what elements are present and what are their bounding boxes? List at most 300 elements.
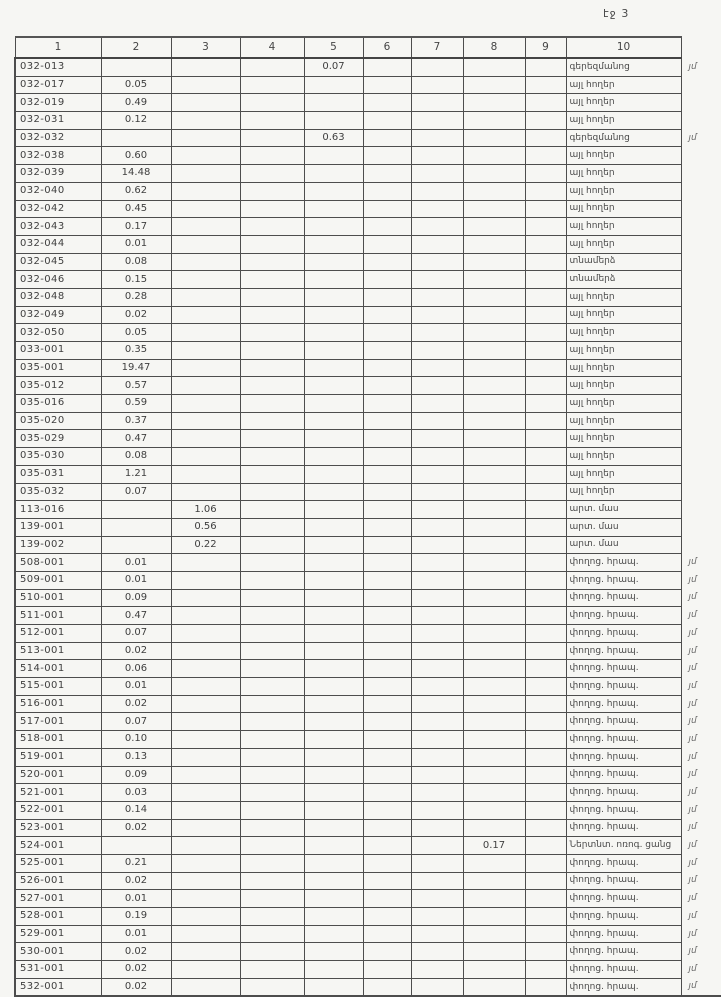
value-cell — [240, 430, 304, 448]
value-cell — [304, 589, 363, 607]
value-cell — [240, 200, 304, 218]
value-cell — [171, 854, 240, 872]
parcel-code: 032-013 — [15, 58, 101, 76]
margin-note — [681, 342, 721, 360]
table-row — [15, 678, 721, 696]
margin-note — [681, 200, 721, 218]
value-cell — [463, 660, 525, 678]
value-cell — [171, 607, 240, 625]
value-cell: 0.17 — [463, 837, 525, 855]
value-cell — [363, 412, 411, 430]
value-cell — [363, 324, 411, 342]
value-cell — [463, 518, 525, 536]
value-cell — [101, 129, 171, 147]
value-cell — [525, 306, 566, 324]
value-cell — [171, 253, 240, 271]
parcel-code: 531-001 — [15, 961, 101, 979]
value-cell: 0.07 — [101, 483, 171, 501]
margin-note — [681, 76, 721, 94]
value-cell — [363, 430, 411, 448]
value-cell — [171, 306, 240, 324]
margin-note — [681, 165, 721, 183]
margin-note — [681, 501, 721, 519]
margin-note: յմ — [688, 875, 697, 886]
land-use-label: փողոց. հրապ. — [566, 819, 681, 837]
value-cell — [304, 288, 363, 306]
value-cell — [363, 713, 411, 731]
parcel-code: 032-019 — [15, 94, 101, 112]
value-cell — [240, 695, 304, 713]
margin-note — [681, 359, 721, 377]
value-cell — [304, 571, 363, 589]
value-cell — [304, 218, 363, 236]
value-cell — [463, 713, 525, 731]
value-cell — [240, 288, 304, 306]
land-use-label: փողոց. հրապ. — [566, 978, 681, 996]
land-use-label: փողոց. հրապ. — [566, 748, 681, 766]
table-row — [15, 518, 721, 536]
value-cell — [363, 271, 411, 289]
value-cell — [411, 395, 463, 413]
value-cell — [525, 943, 566, 961]
value-cell — [463, 854, 525, 872]
value-cell — [463, 342, 525, 360]
value-cell — [463, 200, 525, 218]
value-cell — [363, 465, 411, 483]
value-cell — [525, 801, 566, 819]
value-cell — [363, 554, 411, 572]
value-cell — [411, 607, 463, 625]
value-cell — [411, 58, 463, 76]
value-cell — [363, 801, 411, 819]
value-cell — [304, 324, 363, 342]
value-cell — [463, 536, 525, 554]
value-cell — [240, 784, 304, 802]
value-cell — [171, 359, 240, 377]
land-use-label: այլ հողեր — [566, 306, 681, 324]
table-row — [15, 182, 721, 200]
value-cell: 0.01 — [101, 554, 171, 572]
value-cell — [240, 165, 304, 183]
value-cell — [240, 731, 304, 749]
margin-note: յմ — [688, 733, 697, 744]
value-cell — [463, 483, 525, 501]
value-cell — [304, 695, 363, 713]
value-cell — [171, 288, 240, 306]
value-cell — [240, 554, 304, 572]
value-cell — [363, 288, 411, 306]
land-use-label: տնամերձ — [566, 271, 681, 289]
land-use-label: այլ հողեր — [566, 112, 681, 130]
margin-note: յմ — [688, 804, 697, 815]
parcel-code: 530-001 — [15, 943, 101, 961]
land-use-label: այլ հողեր — [566, 165, 681, 183]
value-cell — [525, 253, 566, 271]
value-cell — [463, 766, 525, 784]
margin-note: յմ — [681, 978, 721, 996]
value-cell — [304, 483, 363, 501]
margin-note: յմ — [688, 663, 697, 674]
value-cell — [525, 518, 566, 536]
value-cell — [304, 430, 363, 448]
value-cell: 0.01 — [101, 925, 171, 943]
value-cell — [463, 430, 525, 448]
value-cell — [411, 872, 463, 890]
table-row — [15, 607, 721, 625]
margin-note — [681, 412, 721, 430]
value-cell — [240, 324, 304, 342]
value-cell — [240, 748, 304, 766]
value-cell — [525, 271, 566, 289]
value-cell — [525, 678, 566, 696]
margin-note — [681, 465, 721, 483]
value-cell — [304, 819, 363, 837]
parcel-code: 522-001 — [15, 801, 101, 819]
table-row — [15, 713, 721, 731]
value-cell — [171, 342, 240, 360]
value-cell — [304, 731, 363, 749]
land-use-label: այլ հողեր — [566, 483, 681, 501]
margin-note: յմ — [688, 910, 697, 921]
value-cell — [363, 890, 411, 908]
margin-note — [681, 218, 721, 236]
land-use-label: այլ հողեր — [566, 377, 681, 395]
value-cell: 0.22 — [171, 536, 240, 554]
parcel-code: 032-038 — [15, 147, 101, 165]
value-cell — [240, 890, 304, 908]
table-row — [15, 342, 721, 360]
value-cell: 0.56 — [171, 518, 240, 536]
parcel-code: 509-001 — [15, 571, 101, 589]
value-cell — [411, 501, 463, 519]
value-cell — [304, 377, 363, 395]
value-cell — [525, 129, 566, 147]
table-row — [15, 288, 721, 306]
value-cell — [240, 589, 304, 607]
margin-note: յմ — [688, 645, 697, 656]
value-cell — [304, 306, 363, 324]
land-use-label: արտ. մաս — [566, 501, 681, 519]
value-cell — [525, 695, 566, 713]
parcel-code: 516-001 — [15, 695, 101, 713]
value-cell — [525, 165, 566, 183]
value-cell: 0.02 — [101, 642, 171, 660]
value-cell — [363, 129, 411, 147]
value-cell — [240, 660, 304, 678]
value-cell — [363, 642, 411, 660]
value-cell — [363, 943, 411, 961]
value-cell — [411, 908, 463, 926]
land-use-label: փողոց. հրապ. — [566, 890, 681, 908]
value-cell — [240, 908, 304, 926]
value-cell — [240, 218, 304, 236]
land-use-label: փողոց. հրապ. — [566, 872, 681, 890]
parcel-code: 032-031 — [15, 112, 101, 130]
margin-note — [681, 377, 721, 395]
value-cell — [363, 359, 411, 377]
value-cell — [411, 854, 463, 872]
table-row — [15, 554, 721, 572]
value-cell — [240, 147, 304, 165]
value-cell — [304, 165, 363, 183]
parcel-code: 139-001 — [15, 518, 101, 536]
table-row — [15, 642, 721, 660]
value-cell — [240, 129, 304, 147]
value-cell: 0.59 — [101, 395, 171, 413]
table-row — [15, 748, 721, 766]
value-cell: 0.57 — [101, 377, 171, 395]
value-cell — [363, 731, 411, 749]
value-cell — [304, 200, 363, 218]
value-cell — [411, 324, 463, 342]
value-cell — [171, 890, 240, 908]
value-cell — [463, 324, 525, 342]
table-row — [15, 925, 721, 943]
table-row — [15, 819, 721, 837]
column-header: 2 — [101, 37, 171, 58]
parcel-code: 518-001 — [15, 731, 101, 749]
value-cell — [525, 395, 566, 413]
parcel-code: 032-017 — [15, 76, 101, 94]
value-cell — [463, 801, 525, 819]
margin-note — [681, 536, 721, 554]
value-cell — [171, 483, 240, 501]
value-cell — [525, 94, 566, 112]
value-cell — [411, 766, 463, 784]
value-cell — [525, 430, 566, 448]
value-cell — [304, 660, 363, 678]
table-row — [15, 253, 721, 271]
value-cell — [304, 837, 363, 855]
parcel-code: 032-048 — [15, 288, 101, 306]
margin-note: յմ — [688, 963, 697, 974]
parcel-code: 032-043 — [15, 218, 101, 236]
land-use-label: փողոց. հրապ. — [566, 801, 681, 819]
value-cell — [525, 607, 566, 625]
table-row — [15, 76, 721, 94]
land-use-label: փողոց. հրապ. — [566, 854, 681, 872]
table-row — [15, 448, 721, 466]
value-cell — [240, 872, 304, 890]
land-use-label: այլ հողեր — [566, 430, 681, 448]
value-cell — [171, 377, 240, 395]
land-use-label: փողոց. հրապ. — [566, 731, 681, 749]
parcel-code: 032-045 — [15, 253, 101, 271]
value-cell — [463, 112, 525, 130]
value-cell — [363, 182, 411, 200]
value-cell — [411, 660, 463, 678]
value-cell — [525, 448, 566, 466]
value-cell — [240, 837, 304, 855]
value-cell — [171, 943, 240, 961]
value-cell — [240, 112, 304, 130]
value-cell — [463, 129, 525, 147]
value-cell — [240, 377, 304, 395]
table-row — [15, 536, 721, 554]
value-cell — [463, 377, 525, 395]
value-cell — [463, 890, 525, 908]
value-cell — [304, 978, 363, 996]
value-cell — [304, 271, 363, 289]
value-cell — [411, 235, 463, 253]
table-row — [15, 571, 721, 589]
value-cell — [363, 112, 411, 130]
value-cell: 0.47 — [101, 430, 171, 448]
value-cell — [171, 465, 240, 483]
value-cell — [304, 112, 363, 130]
value-cell — [304, 801, 363, 819]
value-cell: 0.02 — [101, 695, 171, 713]
value-cell — [463, 925, 525, 943]
value-cell — [304, 554, 363, 572]
value-cell — [525, 925, 566, 943]
table-row — [15, 324, 721, 342]
value-cell — [363, 766, 411, 784]
value-cell — [304, 342, 363, 360]
value-cell — [304, 94, 363, 112]
land-use-label: այլ հողեր — [566, 342, 681, 360]
value-cell — [240, 94, 304, 112]
parcel-code: 510-001 — [15, 589, 101, 607]
margin-note — [681, 271, 721, 289]
value-cell — [525, 147, 566, 165]
value-cell — [411, 518, 463, 536]
value-cell — [240, 978, 304, 996]
value-cell — [304, 961, 363, 979]
land-use-label: փողոց. հրապ. — [566, 766, 681, 784]
value-cell — [101, 501, 171, 519]
value-cell — [171, 76, 240, 94]
value-cell — [240, 306, 304, 324]
land-use-label: փողոց. հրապ. — [566, 660, 681, 678]
value-cell — [463, 253, 525, 271]
land-use-label: փողոց. հրապ. — [566, 943, 681, 961]
value-cell — [171, 112, 240, 130]
value-cell — [411, 642, 463, 660]
value-cell — [304, 854, 363, 872]
land-use-label: արտ. մաս — [566, 536, 681, 554]
margin-note: յմ — [688, 61, 697, 72]
land-use-label: այլ հողեր — [566, 448, 681, 466]
land-use-label: այլ հողեր — [566, 465, 681, 483]
value-cell — [525, 819, 566, 837]
value-cell — [411, 925, 463, 943]
value-cell — [525, 288, 566, 306]
value-cell — [240, 412, 304, 430]
value-cell — [411, 182, 463, 200]
column-header: 6 — [363, 37, 411, 58]
table-row — [15, 412, 721, 430]
margin-note: յմ — [688, 751, 697, 762]
table-row — [15, 943, 721, 961]
parcel-code: 032-046 — [15, 271, 101, 289]
value-cell — [463, 165, 525, 183]
value-cell — [363, 819, 411, 837]
value-cell — [411, 465, 463, 483]
table-row — [15, 660, 721, 678]
value-cell — [463, 695, 525, 713]
value-cell — [363, 837, 411, 855]
parcel-code: 035-020 — [15, 412, 101, 430]
value-cell — [240, 501, 304, 519]
value-cell — [171, 554, 240, 572]
margin-note — [681, 147, 721, 165]
value-cell — [240, 76, 304, 94]
value-cell — [240, 448, 304, 466]
table-row — [15, 731, 721, 749]
value-cell — [240, 253, 304, 271]
value-cell — [304, 642, 363, 660]
value-cell — [304, 625, 363, 643]
value-cell — [171, 129, 240, 147]
value-cell — [411, 306, 463, 324]
value-cell — [240, 925, 304, 943]
value-cell — [525, 854, 566, 872]
margin-note: յմ — [688, 716, 697, 727]
table-row — [15, 271, 721, 289]
value-cell — [304, 748, 363, 766]
value-cell — [525, 872, 566, 890]
value-cell — [525, 908, 566, 926]
value-cell: 1.06 — [171, 501, 240, 519]
value-cell: 0.47 — [101, 607, 171, 625]
value-cell — [304, 395, 363, 413]
table-row — [15, 200, 721, 218]
table-row — [15, 395, 721, 413]
value-cell — [363, 978, 411, 996]
land-use-label: այլ հողեր — [566, 235, 681, 253]
value-cell — [411, 978, 463, 996]
value-cell — [363, 536, 411, 554]
parcel-code: 526-001 — [15, 872, 101, 890]
value-cell — [363, 200, 411, 218]
land-use-label: Ներտնտ. ոռոգ. ցանց — [566, 837, 681, 855]
value-cell — [171, 395, 240, 413]
margin-note — [681, 112, 721, 130]
value-cell — [304, 908, 363, 926]
value-cell — [171, 872, 240, 890]
value-cell — [463, 359, 525, 377]
value-cell — [240, 607, 304, 625]
value-cell — [304, 253, 363, 271]
margin-note-header — [681, 37, 721, 58]
value-cell — [101, 518, 171, 536]
value-cell — [240, 571, 304, 589]
value-cell: 0.12 — [101, 112, 171, 130]
value-cell — [171, 925, 240, 943]
parcel-code: 508-001 — [15, 554, 101, 572]
value-cell — [171, 713, 240, 731]
value-cell — [304, 147, 363, 165]
value-cell — [304, 784, 363, 802]
value-cell — [304, 76, 363, 94]
value-cell — [411, 837, 463, 855]
value-cell: 0.60 — [101, 147, 171, 165]
value-cell — [171, 678, 240, 696]
value-cell — [411, 554, 463, 572]
value-cell — [411, 961, 463, 979]
value-cell: 0.07 — [101, 713, 171, 731]
margin-note: յմ — [688, 557, 697, 568]
table-row — [15, 218, 721, 236]
value-cell — [171, 695, 240, 713]
value-cell — [411, 147, 463, 165]
value-cell: 0.10 — [101, 731, 171, 749]
parcel-code: 527-001 — [15, 890, 101, 908]
value-cell: 0.19 — [101, 908, 171, 926]
value-cell — [304, 872, 363, 890]
value-cell — [525, 76, 566, 94]
